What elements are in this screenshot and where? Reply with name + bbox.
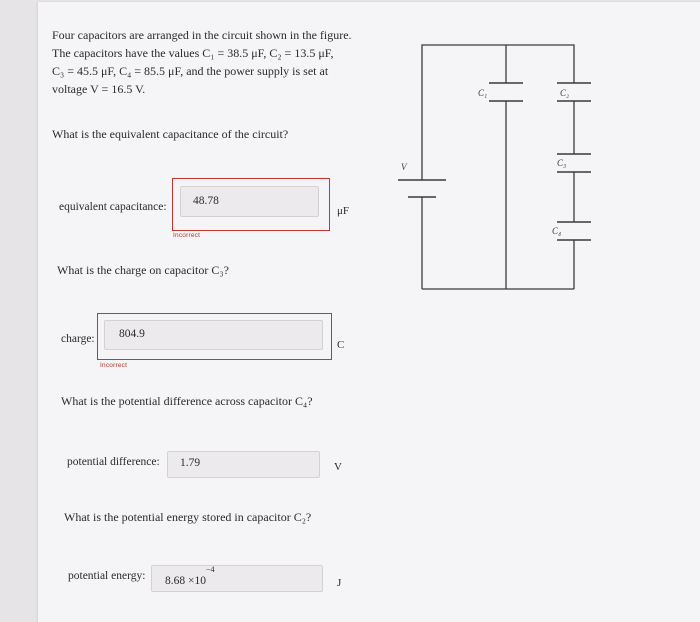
- equivalent-capacitance-value: 48.78: [193, 195, 219, 207]
- incorrect-feedback: Incorrect: [173, 232, 201, 239]
- potential-energy-times-ten: ×10: [188, 574, 206, 587]
- question-equivalent-capacitance: What is the equivalent capacitance of the circuit?: [52, 127, 289, 141]
- potential-difference-value: 1.79: [180, 457, 201, 469]
- charge-unit: C: [337, 339, 345, 351]
- problem-line-2: The capacitors have the values C₁ = 38.5 μF, C₂ = 13.5 μF,: [52, 46, 334, 60]
- c4-label: C₄: [552, 226, 562, 236]
- equivalent-capacitance-unit: μF: [337, 205, 350, 217]
- charge-value: 804.9: [119, 328, 145, 340]
- charge-label: charge:: [61, 333, 95, 345]
- top-wire: [422, 45, 574, 180]
- potential-energy-exponent: −4: [206, 565, 215, 574]
- incorrect-feedback: Incorrect: [100, 362, 128, 369]
- battery-label-v: V: [401, 162, 407, 172]
- potential-energy-mantissa: 8.68: [165, 574, 186, 587]
- c2-label: C₂: [560, 88, 570, 98]
- potential-energy-unit: J: [337, 577, 342, 589]
- c3-label: C₃: [557, 158, 567, 168]
- question-potential-energy-c2: What is the potential energy stored in capacitor C₂?: [64, 510, 312, 524]
- problem-line-3: C₃ = 45.5 μF, C₄ = 85.5 μF, and the power supply is set at: [52, 64, 329, 78]
- question-charge-c3: What is the charge on capacitor C₃?: [57, 263, 229, 277]
- question-potential-difference-c4: What is the potential difference across capacitor C₄?: [61, 394, 313, 408]
- c1-label: C₁: [478, 88, 488, 98]
- potential-energy-label: potential energy:: [68, 570, 146, 582]
- problem-line-4: voltage V = 16.5 V.: [52, 82, 146, 96]
- potential-difference-label: potential difference:: [67, 456, 160, 468]
- problem-line-1: Four capacitors are arranged in the circuit shown in the figure.: [52, 28, 352, 42]
- potential-difference-unit: V: [334, 461, 342, 473]
- equivalent-capacitance-label: equivalent capacitance:: [59, 201, 167, 213]
